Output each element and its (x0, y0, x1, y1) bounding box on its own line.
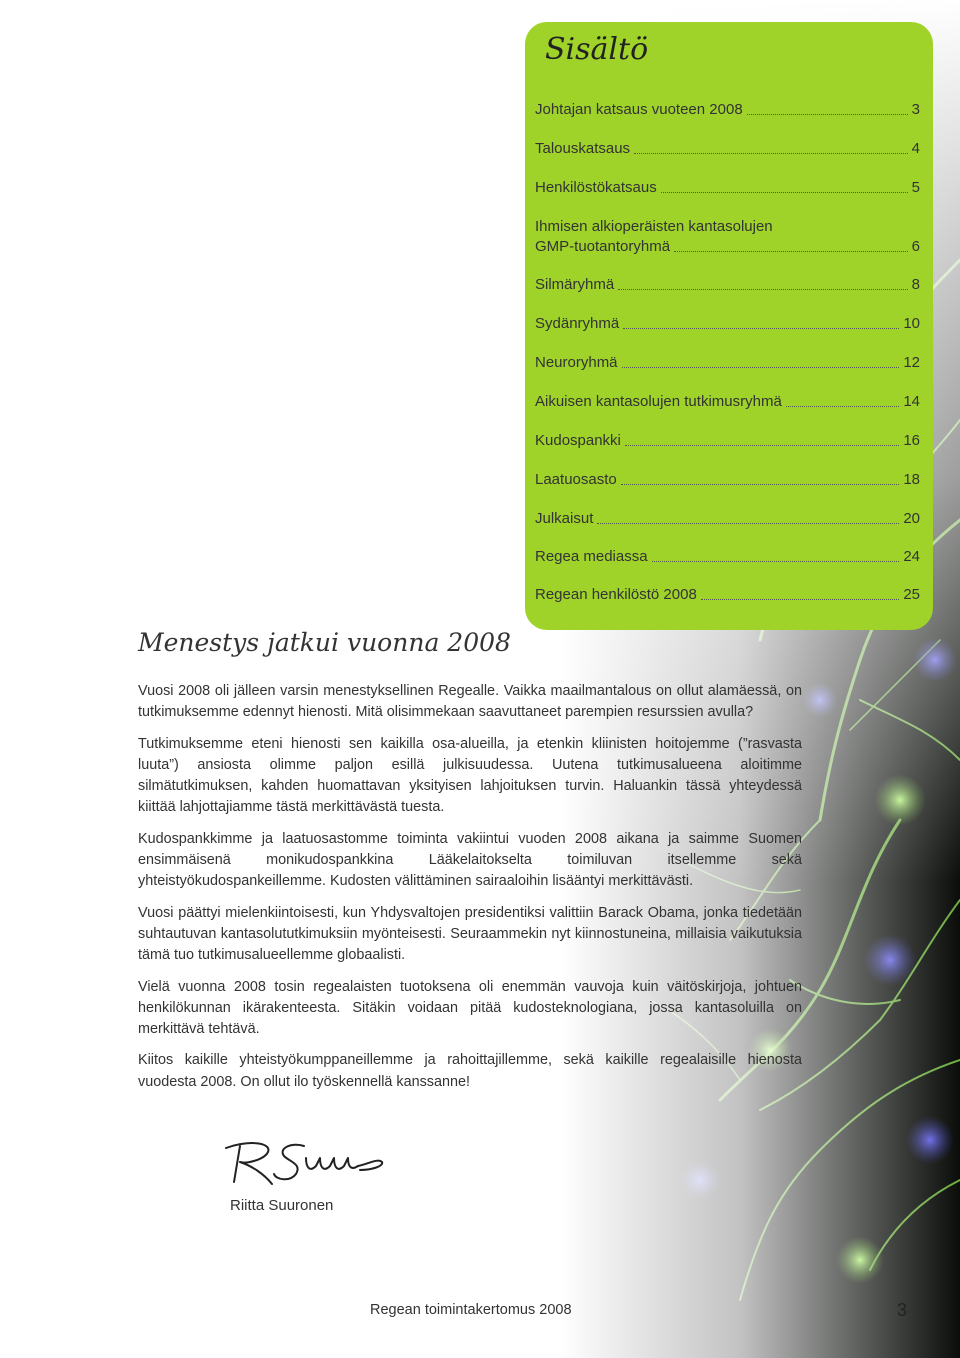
toc-entry[interactable] (535, 392, 920, 412)
toc-entry-page: 6 (911, 238, 920, 255)
toc-entry[interactable] (535, 547, 920, 567)
toc-entry-page: 10 (903, 315, 920, 332)
toc-entry-label: Regean henkilöstö 2008 (535, 586, 697, 603)
toc-entry[interactable] (535, 275, 920, 295)
toc-entry-page: 12 (903, 354, 920, 371)
toc-entry[interactable] (535, 353, 920, 373)
toc-entry-label: Sydänryhmä (535, 315, 620, 332)
toc-entry[interactable] (535, 139, 920, 159)
toc-entry[interactable] (535, 470, 920, 490)
toc-entry-label: Johtajan katsaus vuoteen 2008 (535, 101, 743, 118)
toc-entry-label: GMP-tuotantoryhmä (535, 238, 671, 255)
paragraph: Kiitos kaikille yhteistyökumppaneillemme ja rahoittajillemme, sekä kaikille regealaisille hienosta vuodesta 2008. On ollut ilo työskennellä kanssanne! (138, 1052, 802, 1090)
toc-entry-page: 4 (911, 140, 920, 157)
paragraph: Kudospankkimme ja laatuosastomme toiminta vakiintui vuoden 2008 aikana ja saimme Suomen ensimmäisenä monikudospankkina Lääkelaitokselta toimiluvan itsellemme sekä yhteistyökudospankeillemme. Kudosten välittäminen sairaaloihin lisääntyi merkittävästi. (138, 830, 802, 890)
paragraph: Tutkimuksemme eteni hienosti sen kaikilla osa-alueilla, ja etenkin kliinisten hoitojemme (”rasvasta luuta”) ansiosta olimme paljon esillä julkisuudessa. Uutena tutkimusalueena aloitimme silmätutkimuksen, kahden huomattavan yksityisen lahjoituksen turvin. Haluankin tässä yhteydessä kiittää lahjottajiamme tästä merkittävästä tuesta. (138, 735, 802, 816)
footer-publication: Regean toimintakertomus 2008 (370, 1302, 572, 1318)
paragraph: Vielä vuonna 2008 tosin regealaisten tuotoksena oli enemmän vauvoja kuin väitöskirjoja, johtuen henkilökunnan ikärakenteesta. Sitäkin voidaan pitää kudosteknologiana, jossa kantasoluilla on merkittävä tehtävä. (138, 978, 802, 1038)
toc-entry-label: Talouskatsaus (535, 140, 631, 157)
toc-entry-label: Kudospankki (535, 432, 621, 449)
toc-list (535, 100, 920, 605)
toc-entry[interactable] (535, 314, 920, 334)
toc-entry-label: Silmäryhmä (535, 276, 615, 293)
toc-entry-label: Aikuisen kantasolujen tutkimusryhmä (535, 393, 782, 410)
toc-entry-label: Regea mediassa (535, 548, 648, 565)
table-of-contents (525, 22, 933, 630)
article-title: Menestys jatkui vuonna 2008 (138, 628, 511, 657)
paragraph: Vuosi päättyi mielenkiintoisesti, kun Yhdysvaltojen presidentiksi valittiin Barack Obama, jonka tiedetään suhtautuvan kantasolututkimuksiin myönteisesti. Seuraammekin nyt kiinnostuneina, millaisia vaikutuksia tämä tuo tutkimusalueellemme globaalisti. (138, 904, 802, 964)
toc-entry-page: 14 (903, 393, 920, 410)
toc-entry[interactable] (535, 178, 920, 198)
toc-entry-page: 24 (903, 548, 920, 565)
toc-entry[interactable] (535, 585, 920, 605)
toc-title: Sisältö (545, 32, 649, 67)
toc-entry[interactable] (535, 431, 920, 451)
toc-entry-label: Laatuosasto (535, 471, 617, 488)
toc-entry-page: 8 (911, 276, 920, 293)
toc-entry[interactable] (535, 100, 920, 120)
toc-entry-label: Henkilöstökatsaus (535, 179, 657, 196)
toc-entry-page: 20 (903, 510, 920, 527)
toc-entry[interactable] (535, 217, 920, 257)
toc-entry[interactable] (535, 509, 920, 529)
paragraph: Vuosi 2008 oli jälleen varsin menestyksellinen Regealle. Vaikka maailmantalous on ollut alamäessä, on tutkimuksemme edennyt hienosti. Mitä olisimmekaan saavuttaneet parempien resurssien avulla? (138, 683, 802, 721)
toc-entry-label-line1: Ihmisen alkioperäisten kantasolujen (535, 218, 773, 235)
signer-name: Riitta Suuronen (230, 1197, 334, 1214)
toc-entry-label: Julkaisut (535, 510, 594, 527)
toc-entry-page: 5 (911, 179, 920, 196)
article-body (138, 681, 802, 1103)
signature-image (222, 1138, 392, 1193)
page-number: 3 (897, 1300, 908, 1320)
toc-entry-page: 3 (911, 101, 920, 118)
toc-entry-page: 18 (903, 471, 920, 488)
toc-entry-page: 16 (903, 432, 920, 449)
toc-entry-page: 25 (903, 586, 920, 603)
toc-entry-label: Neuroryhmä (535, 354, 618, 371)
